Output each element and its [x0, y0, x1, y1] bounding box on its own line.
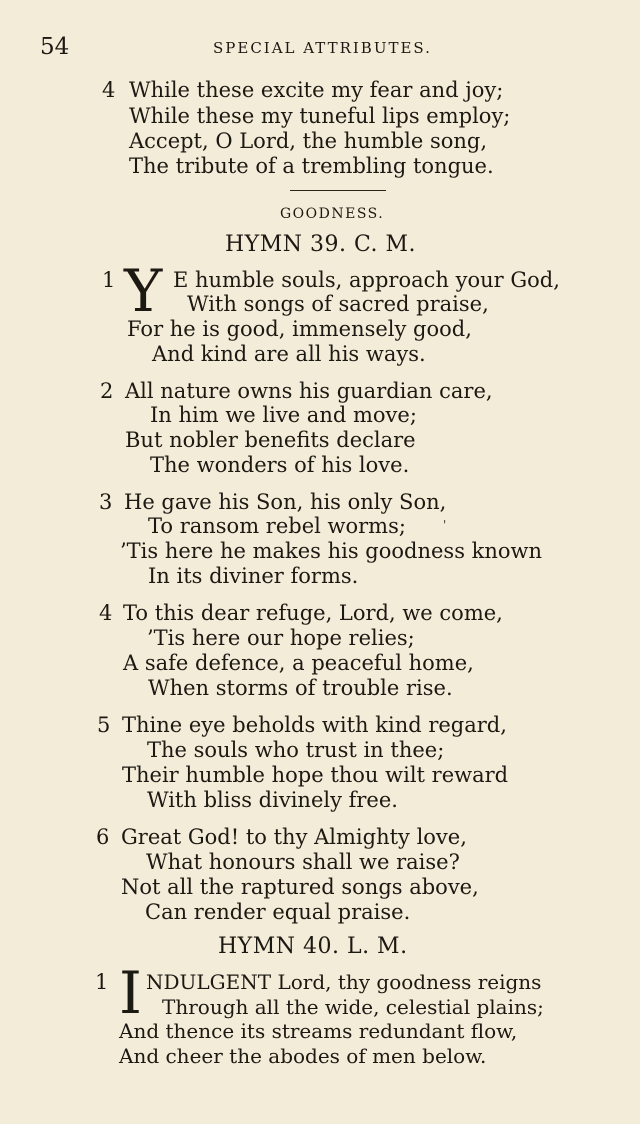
verse-line: Can render equal praise. [145, 900, 411, 924]
verse-line: NDULGENT Lord, thy goodness reigns [146, 970, 542, 994]
stanza-number: 5 [97, 713, 111, 737]
running-head: SPECIAL ATTRIBUTES. [213, 39, 432, 57]
verse-line: A safe defence, a peaceful home, [123, 651, 474, 675]
verse-line: Accept, O Lord, the humble song, [129, 129, 488, 153]
verse-line: And kind are all his ways. [152, 342, 426, 366]
stanza-number: 3 [99, 490, 113, 514]
verse-line: ’Tis here our hope relies; [147, 626, 415, 650]
verse-line: But nobler benefits declare [125, 428, 416, 452]
verse-line: With songs of sacred praise, [187, 292, 489, 316]
verse-line: Thine eye beholds with kind regard, [122, 713, 507, 737]
verse-line: With bliss divinely free. [147, 788, 398, 812]
verse-line: Their humble hope thou wilt reward [122, 763, 509, 787]
section-heading: GOODNESS. [280, 206, 385, 222]
verse-line: To this dear refuge, Lord, we come, [123, 601, 503, 625]
verse-line: While these excite my fear and joy; [129, 78, 504, 102]
verse-line: The wonders of his love. [150, 453, 410, 477]
verse-line: In its diviner forms. [148, 564, 359, 588]
verse-line: Through all the wide, celestial plains; [162, 995, 544, 1019]
drop-cap: I [119, 959, 142, 1027]
verse-line: ’Tis here he makes his goodness known [120, 539, 543, 563]
verse-line: In him we live and move; [150, 403, 417, 427]
verse-line: E humble souls, approach your God, [173, 268, 560, 292]
page-number: 54 [40, 34, 70, 60]
verse-line: The souls who trust in thee; [147, 738, 445, 762]
verse-line: The tribute of a trembling tongue. [129, 154, 494, 178]
stanza-number: 4 [99, 601, 113, 625]
print-speck: ' [443, 518, 447, 532]
stanza-number: 1 [95, 970, 109, 994]
verse-line: To ransom rebel worms; [148, 514, 406, 538]
verse-line: And cheer the abodes of men below. [119, 1044, 487, 1068]
section-divider [290, 190, 386, 191]
hymn-39-title: HYMN 39. C. M. [225, 232, 417, 257]
verse-line: He gave his Son, his only Son, [124, 490, 447, 514]
drop-cap: Y [124, 257, 163, 325]
verse-line: What honours shall we raise? [146, 850, 460, 874]
verse-line: When storms of trouble rise. [148, 676, 453, 700]
verse-line: Not all the raptured songs above, [121, 875, 479, 899]
verse-line: And thence its streams redundant flow, [119, 1019, 518, 1043]
stanza-number: 6 [96, 825, 110, 849]
verse-line: Great God! to thy Almighty love, [121, 825, 467, 849]
stanza-number: 2 [100, 379, 114, 403]
verse-line: For he is good, immensely good, [127, 317, 472, 341]
hymn-40-title: HYMN 40. L. M. [218, 934, 408, 959]
verse-line: All nature owns his guardian care, [125, 379, 493, 403]
stanza-number: 1 [102, 268, 116, 292]
stanza-number: 4 [102, 78, 116, 102]
verse-line: While these my tuneful lips employ; [129, 104, 511, 128]
